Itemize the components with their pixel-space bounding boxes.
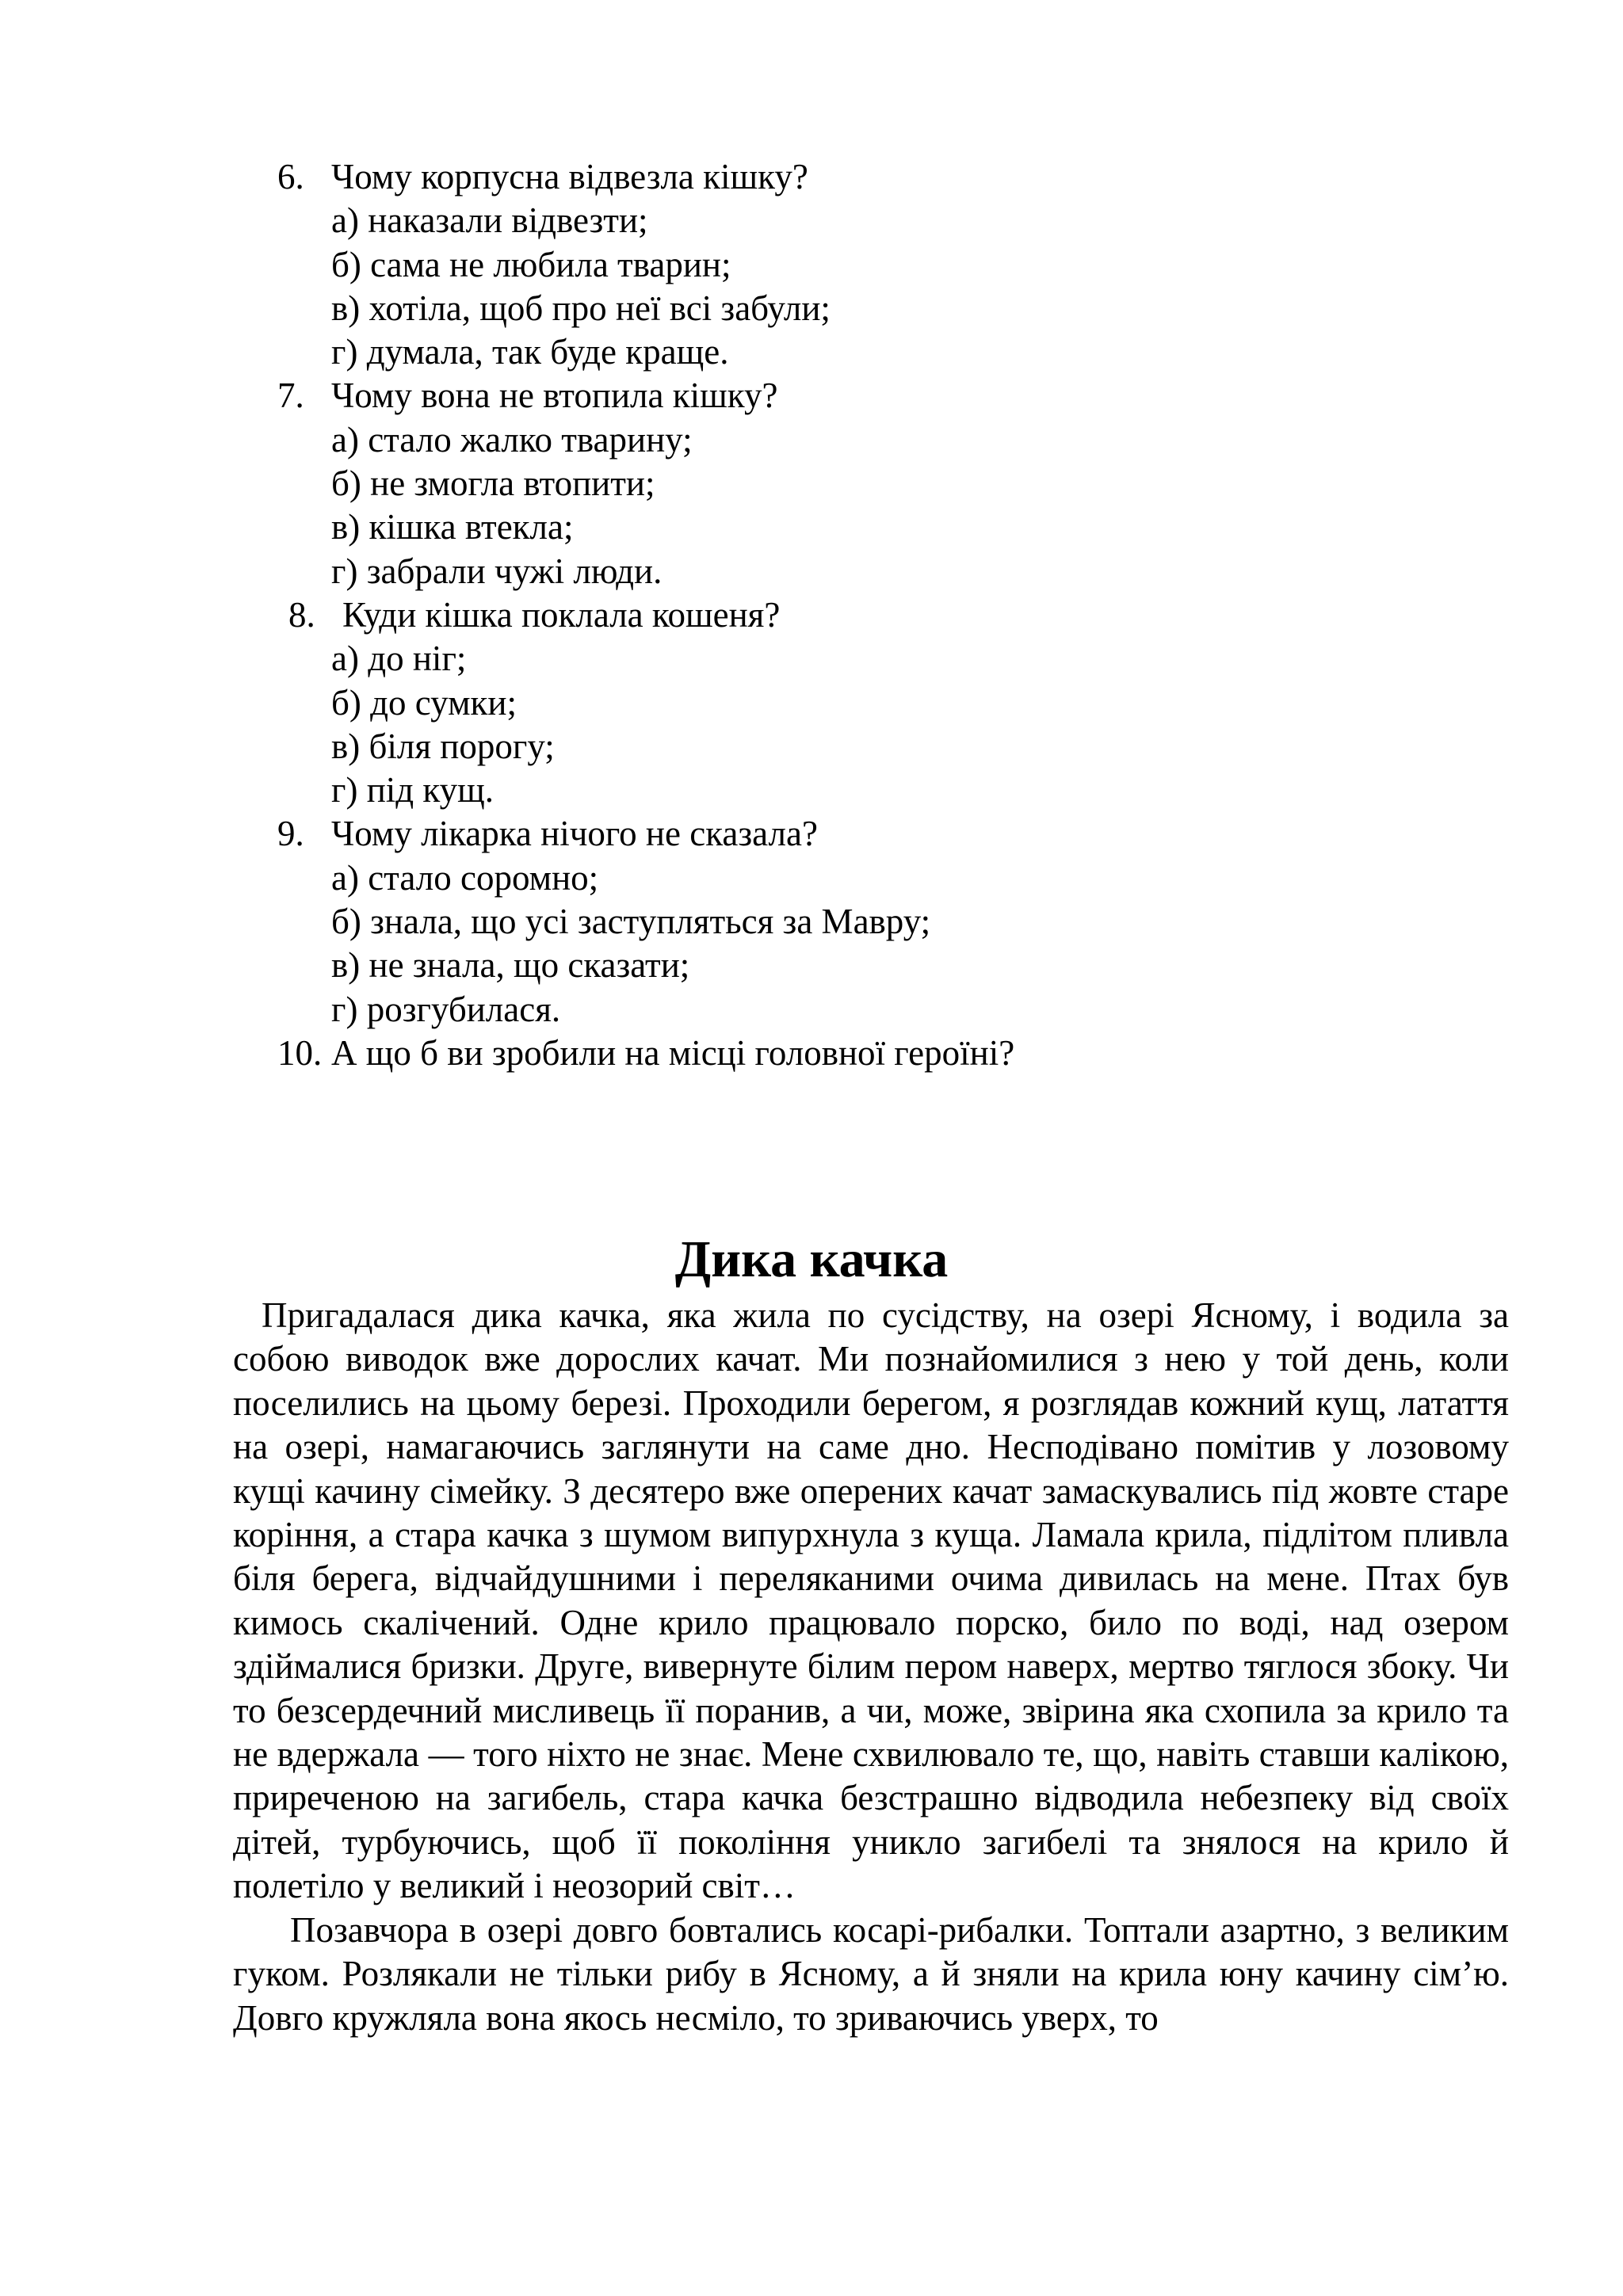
question-8 [277, 593, 1466, 637]
question-text: А що б ви зробили на місці головної героїні? [331, 1032, 1015, 1073]
answer-option: б) сама не любила тварин; [331, 244, 731, 284]
question-7 [277, 374, 1466, 418]
story-paragraph: Позавчора в озері довго бовтались косарі-рибалки. Топтали азартно, з великим гуком. Розлякали не тільки рибу в Ясному, а й зняли на крила юну качину сім’ю. Довго кружляла вона якось несміло, то зриваючись уверх, то [233, 1909, 1509, 2038]
answer-option: в) біля порогу; [331, 726, 555, 766]
answer-option: б) не змогла втопити; [331, 463, 655, 504]
answer-option: а) стало жалко тварину; [331, 419, 693, 460]
question-text: Чому корпусна відвезла кішку? [331, 157, 808, 196]
question-text: Чому вона не втопила кішку? [331, 376, 778, 416]
story-paragraph: Пригадалася дика качка, яка жила по сусідству, на озері Ясному, і водила за собою виводок вже дорослих качат. Ми познайомилися з нею у той день, коли поселились на цьому березі. Проходили берегом, я розглядав кожний кущ, латаття на озері, намагаючись заглянути на саме дно. Несподівано помітив у лозовому кущі качину сімейку. З десятеро вже оперених качат замаскувались під жовте старе коріння, а стара качка з шумом випурхнула з куща. Ламала крила, підлітом пливла біля берега, відчайдушними і переляканими очима дивилась на мене. Птах був кимось скалічений. Одне крило працювало порско, било по воді, над озером здіймалися бризки. Друге, вивернуте білим пером наверх, мертво тяглося збоку. Чи то безсердечний мисливець її поранив, а чи, може, звірина яка схопила за крило та не вдержала — того ніхто не знає. Мене схвилювало те, що, навіть ставши калікою, приреченою на загибель, стара качка безстрашно відводила небезпеку від своїх дітей, турбуючись, щоб її покоління уникло загибелі та знялося на крило й полетіло у великий і неозорий світ… [233, 1295, 1509, 1906]
answer-option: г) забрали чужі люди. [331, 551, 663, 591]
answer-option: а) наказали відвезти; [331, 200, 648, 241]
question-number: 7. [277, 376, 304, 416]
answer-option: в) кішка втекла; [331, 507, 574, 547]
quiz-questions [277, 155, 1466, 1075]
question-number: 9. [277, 814, 304, 854]
story-title: Дика качка [674, 1230, 949, 1288]
answer-option: а) до ніг; [331, 639, 467, 679]
answer-option: б) до сумки; [331, 682, 517, 723]
question-6 [277, 155, 1466, 199]
answer-option: г) розгубилася. [331, 989, 561, 1029]
question-number: 8. [288, 594, 315, 635]
answer-option: б) знала, що усі заступляться за Мавру; [331, 902, 931, 942]
story-body [233, 1294, 1509, 2040]
question-10 [277, 1032, 1466, 1075]
answer-option: г) думала, так буде краще. [331, 332, 729, 372]
question-number: 10. [277, 1032, 323, 1073]
question-text: Чому лікарка нічого не сказала? [331, 814, 818, 854]
answer-option: в) не знала, що сказати; [331, 945, 690, 986]
question-text: Куди кішка поклала кошеня? [342, 594, 781, 635]
question-number: 6. [277, 157, 304, 196]
answer-option: г) під кущ. [331, 770, 495, 810]
question-9 [277, 812, 1466, 856]
answer-option: в) хотіла, щоб про неї всі забули; [331, 288, 831, 328]
answer-option: а) стало соромно; [331, 857, 599, 898]
